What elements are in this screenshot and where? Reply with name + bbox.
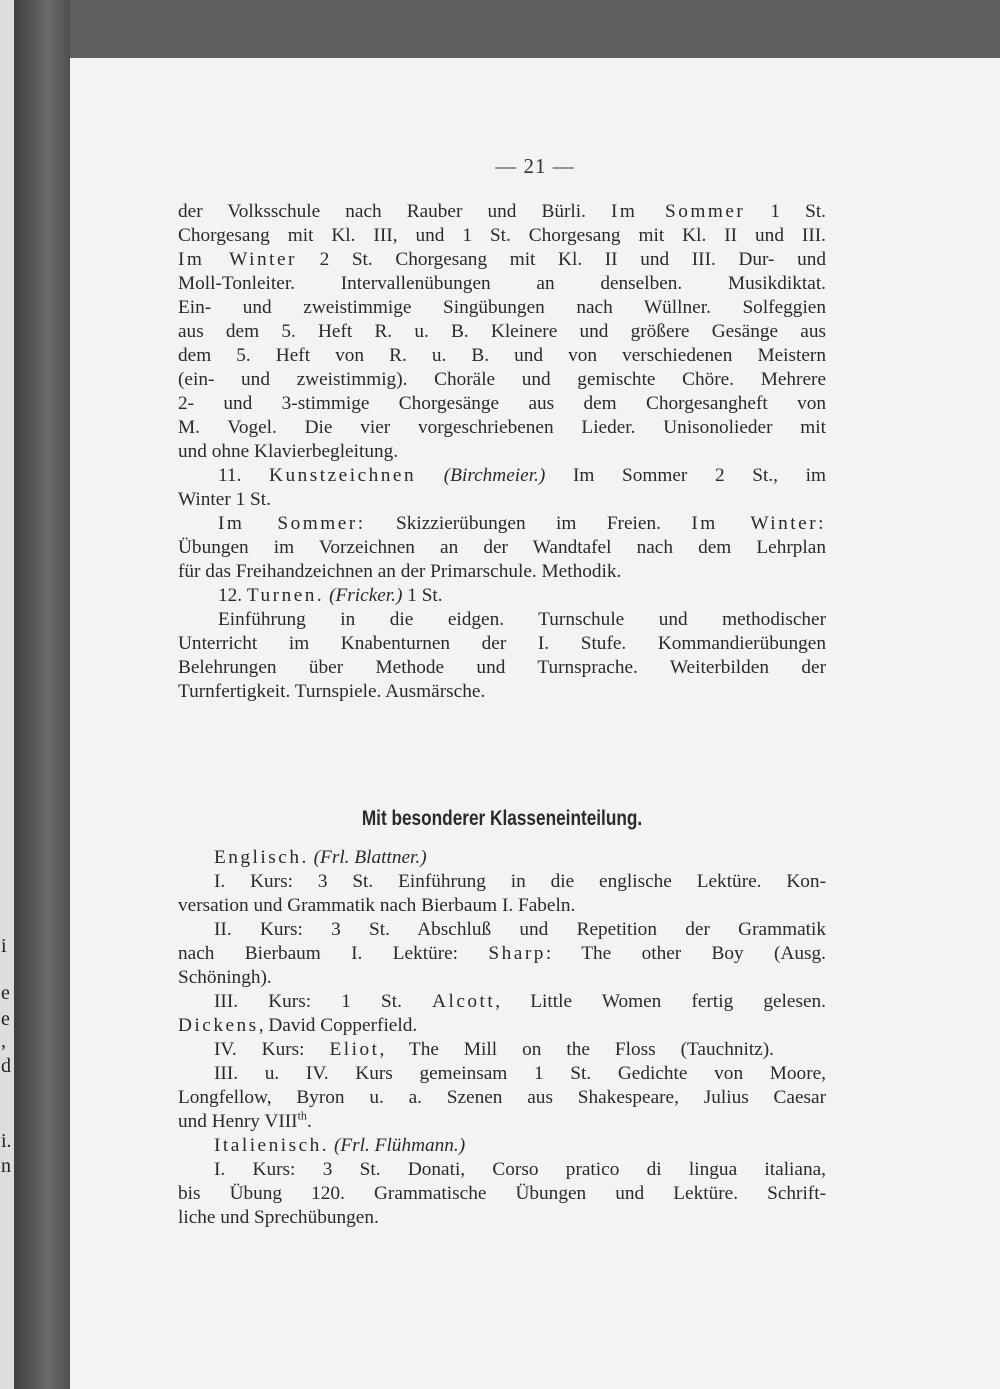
spaced-term: Im Winter:	[691, 513, 826, 534]
text-run: I. Kurs: 3 St. Donati, Corso pratico di lingua italiana,	[214, 1159, 826, 1180]
text-run: II. Kurs: 3 St. Abschluß und Repetition der Grammatik	[214, 919, 826, 940]
text-line	[178, 248, 826, 272]
text-run: 11.	[218, 465, 270, 486]
text-line	[178, 536, 826, 560]
text-run: versation und Grammatik nach Bierbaum I. Fabeln.	[178, 895, 576, 916]
text-line	[178, 200, 826, 224]
text-line	[214, 918, 826, 942]
text-line	[214, 990, 826, 1014]
text-line	[178, 224, 826, 248]
text-run: liche und Sprechübungen.	[178, 1207, 379, 1228]
text-line	[178, 368, 826, 392]
text-line	[178, 488, 271, 512]
edge-glyph: e	[1, 982, 10, 1004]
text-run: bis Übung 120. Grammatische Übungen und Lektüre. Schrift-	[178, 1183, 826, 1204]
text-run: III. u. IV. Kurs gemeinsam 1 St. Gedichte von Moore,	[214, 1063, 826, 1084]
text-line	[178, 1086, 826, 1110]
previous-page-edge	[0, 0, 15, 1389]
edge-glyph: d	[1, 1055, 11, 1077]
text-line	[214, 1158, 826, 1182]
text-run: , Little Women fertig gelesen.	[495, 991, 826, 1012]
teacher-name: (Frl. Blattner.)	[313, 847, 427, 868]
text-run: : The other Boy (Ausg.	[545, 943, 826, 964]
text-line	[178, 320, 826, 344]
text-line	[178, 632, 826, 656]
text-run: Turnfertigkeit. Turnspiele. Ausmärsche.	[178, 681, 486, 702]
edge-glyph: n	[1, 1155, 11, 1177]
text-run: Im Sommer 2 St., im	[545, 465, 826, 486]
text-line	[178, 1206, 379, 1230]
text-line	[218, 464, 826, 488]
text-line	[178, 560, 621, 584]
text-run: (ein- und zweistimmig). Choräle und gemischte Chöre. Mehrere	[178, 369, 826, 390]
text-run: Longfellow, Byron u. a. Szenen aus Shakespeare, Julius Caesar	[178, 1087, 826, 1108]
edge-glyph: e	[1, 1008, 10, 1030]
text-line	[178, 416, 826, 440]
text-run: Moll-Tonleiter. Intervallenübungen an denselben. Musikdiktat.	[178, 273, 826, 294]
text-run: der Volksschule nach Rauber und Bürli.	[178, 201, 611, 222]
spaced-term: Eliot	[329, 1039, 380, 1060]
text-run: für das Freihandzeichnen an der Primarschule. Methodik.	[178, 561, 622, 582]
text-run: M. Vogel. Die vier vorgeschriebenen Lieder. Unisonolieder mit	[178, 417, 826, 438]
text-run: Belehrungen über Methode und Turnsprache. Weiterbilden der	[178, 657, 826, 678]
text-line	[214, 846, 427, 870]
text-run: 1 St.	[402, 585, 443, 606]
text-run: nach Bierbaum I. Lektüre:	[178, 943, 489, 964]
text-run: , The Mill on the Floss (Tauchnitz).	[379, 1039, 774, 1060]
text-line	[178, 680, 485, 704]
spaced-term: Im Sommer:	[218, 513, 366, 534]
text-run: Winter 1 St.	[178, 489, 271, 510]
text-line	[178, 296, 826, 320]
text-run: Unterricht im Knabenturnen der I. Stufe. Kommandierübungen	[178, 633, 826, 654]
text-line	[178, 942, 826, 966]
edge-glyph: ,	[1, 1030, 6, 1052]
text-line	[178, 1014, 417, 1038]
text-line	[178, 966, 272, 990]
text-line	[178, 440, 398, 464]
text-run: Ein- und zweistimmige Singübungen nach Wüllner. Solfeggien	[178, 297, 826, 318]
text-line	[218, 512, 826, 536]
text-line	[178, 894, 575, 918]
text-run: 2 St. Chorgesang mit Kl. II und III. Dur- und	[296, 249, 826, 270]
text-run: Skizzierübungen im Freien.	[365, 513, 692, 534]
text-run: Einführung in die eidgen. Turnschule und methodischer	[218, 609, 826, 630]
edge-glyph: i.	[1, 1130, 12, 1152]
text-line	[178, 1182, 826, 1206]
text-run: III. Kurs: 1 St.	[214, 991, 433, 1012]
text-run	[416, 465, 444, 486]
text-line	[178, 656, 826, 680]
text-run: und Henry VIII	[178, 1111, 298, 1132]
spaced-term: Sharp	[488, 943, 546, 964]
teacher-name: (Fricker.)	[329, 585, 403, 606]
text-run: IV. Kurs:	[214, 1039, 330, 1060]
text-line	[218, 608, 826, 632]
superscript: th	[297, 1108, 307, 1123]
text-run: und ohne Klavierbegleitung.	[178, 441, 399, 462]
spaced-term: Italienisch.	[214, 1135, 330, 1156]
spaced-term: Englisch.	[214, 847, 309, 868]
text-line	[178, 1110, 312, 1134]
text-line	[178, 272, 826, 296]
book-page	[70, 58, 1000, 1389]
text-run: , David Copperfield.	[258, 1015, 418, 1036]
text-line	[218, 584, 443, 608]
text-run: dem 5. Heft von R. u. B. und von verschiedenen Meistern	[178, 345, 826, 366]
page-number: — 21 —	[495, 154, 575, 178]
edge-glyph: i	[1, 935, 7, 957]
book-gutter	[14, 0, 70, 1389]
section-heading: Mit besonderer Klasseneinteilung.	[361, 807, 643, 830]
text-line	[214, 1062, 826, 1086]
text-run: 12.	[218, 585, 247, 606]
text-run: Übungen im Vorzeichnen an der Wandtafel nach dem Lehrplan	[178, 537, 826, 558]
teacher-name: (Birchmeier.)	[443, 465, 546, 486]
spaced-term: Im Winter	[178, 249, 297, 270]
text-run: 1 St.	[745, 201, 826, 222]
text-run: I. Kurs: 3 St. Einführung in die englische Lektüre. Kon-	[214, 871, 826, 892]
text-run: aus dem 5. Heft R. u. B. Kleinere und größere Gesänge aus	[178, 321, 826, 342]
text-run: 2- und 3-stimmige Chorgesänge aus dem Chorgesangheft von	[178, 393, 826, 414]
text-line	[214, 1134, 465, 1158]
spaced-term: Dickens	[178, 1015, 259, 1036]
text-line	[178, 344, 826, 368]
teacher-name: (Frl. Flühmann.)	[333, 1135, 466, 1156]
spaced-term: Kunstzeichnen	[269, 465, 417, 486]
text-line	[214, 1038, 774, 1062]
text-run: Schöningh).	[178, 967, 272, 988]
text-line	[214, 870, 826, 894]
text-run: Chorgesang mit Kl. III, und 1 St. Chorgesang mit Kl. II und III.	[178, 225, 826, 246]
spaced-term: Alcott	[432, 991, 496, 1012]
text-line	[178, 392, 826, 416]
spaced-term: Im Sommer	[610, 201, 746, 222]
spaced-term: Turnen.	[246, 585, 325, 606]
text-run: .	[306, 1111, 312, 1132]
